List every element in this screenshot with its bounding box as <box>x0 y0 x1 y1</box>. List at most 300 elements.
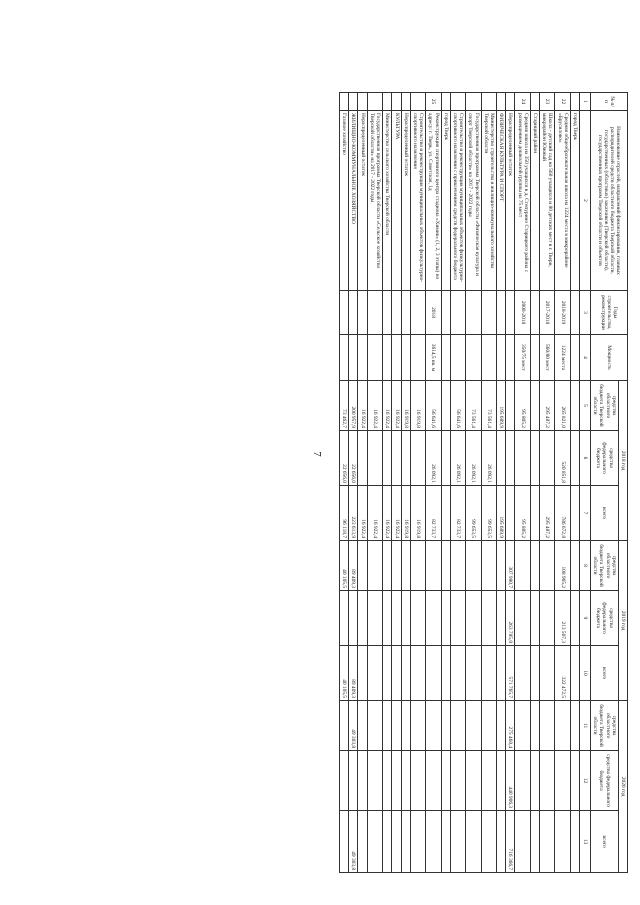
column-index-cell: 5 <box>579 381 590 431</box>
row-value <box>530 431 539 486</box>
row-value <box>340 591 349 646</box>
header-2018-regional: средства областного бюджета Тверской области <box>590 381 618 431</box>
column-index-cell: 10 <box>579 646 590 701</box>
row-value <box>367 541 382 591</box>
row-value <box>367 701 382 751</box>
column-index-cell: 6 <box>579 431 590 486</box>
row-value: 295 487,2 <box>539 381 554 431</box>
table-row <box>349 93 358 873</box>
column-index-cell: 3 <box>579 291 590 335</box>
row-name: город Тверь <box>441 111 450 291</box>
row-value <box>401 811 410 873</box>
row-value <box>358 591 367 646</box>
row-value <box>515 591 530 646</box>
row-value <box>441 541 450 591</box>
row-number <box>530 93 539 111</box>
row-capacity <box>506 335 515 381</box>
row-value <box>410 751 425 811</box>
row-value: 89 409,3 <box>349 541 358 591</box>
row-value <box>367 431 382 486</box>
header-name: Наименование отраслей, направлений финансирования, главных распорядителей средств областного бюджета Тверской области, государственных (областных) заказчиков (Тверской области), государственных программ Тверской области и объектов <box>590 111 627 291</box>
row-value <box>530 541 539 591</box>
row-years: 2017-2018 <box>539 291 554 335</box>
row-value <box>450 591 465 646</box>
row-value <box>555 751 570 811</box>
row-value <box>392 811 401 873</box>
row-value <box>570 591 579 646</box>
row-value <box>401 751 410 811</box>
row-value: 295 487,2 <box>539 486 554 541</box>
row-value <box>410 431 425 486</box>
row-value <box>481 701 496 751</box>
row-value: 73 561,4 <box>466 381 481 431</box>
row-value <box>515 541 530 591</box>
row-value <box>358 811 367 873</box>
row-name: Министерство сельского хозяйства Тверской области <box>383 111 392 291</box>
row-number <box>496 93 505 111</box>
row-name: Строительство и реконструкция муниципальных объектов физкультурно-спортивного назначения <box>410 111 425 291</box>
row-value <box>530 646 539 701</box>
row-value <box>496 431 505 486</box>
table-row <box>450 93 465 873</box>
row-value <box>530 486 539 541</box>
row-value <box>340 701 349 751</box>
row-value <box>441 431 450 486</box>
row-value: 16 922,4 <box>358 381 367 431</box>
row-years <box>530 291 539 335</box>
row-value <box>530 701 539 751</box>
row-capacity <box>383 335 392 381</box>
row-value <box>496 701 505 751</box>
table-row <box>530 93 539 873</box>
row-value <box>358 541 367 591</box>
row-value <box>570 486 579 541</box>
row-number <box>349 93 358 111</box>
row-value: 82 733,7 <box>426 486 441 541</box>
row-value: 95 805,2 <box>515 381 530 431</box>
row-value: 89 409,3 <box>349 646 358 701</box>
row-value <box>383 431 392 486</box>
row-capacity: 3614,5 кв. м <box>426 335 441 381</box>
row-value <box>530 381 539 431</box>
row-value <box>515 431 530 486</box>
row-value <box>539 646 554 701</box>
header-2019-total: всего <box>590 646 618 701</box>
row-name: Газовое хозяйство <box>340 111 349 291</box>
row-value <box>383 811 392 873</box>
row-years <box>466 291 481 335</box>
row-value <box>358 751 367 811</box>
table-row <box>441 93 450 873</box>
header-2019-federal: средства федерального бюджета <box>590 591 618 646</box>
row-value: 16 922,4 <box>383 486 392 541</box>
header-2018-total: всего <box>590 486 618 541</box>
row-value <box>383 751 392 811</box>
column-index-cell: 8 <box>579 541 590 591</box>
row-value: 786 672,8 <box>555 486 570 541</box>
row-value <box>481 541 496 591</box>
row-value <box>401 701 410 751</box>
row-value <box>539 541 554 591</box>
row-value: 56 641,6 <box>426 381 441 431</box>
row-value: 16 919,8 <box>410 381 425 431</box>
table-row <box>481 93 496 873</box>
row-value <box>506 431 515 486</box>
row-value: 26 092,1 <box>481 431 496 486</box>
row-value: 40 105,5 <box>340 541 349 591</box>
table-row <box>392 93 401 873</box>
row-value: 22 656,0 <box>349 431 358 486</box>
row-number <box>392 93 401 111</box>
row-value <box>426 541 441 591</box>
table-row <box>555 93 570 873</box>
row-value <box>496 591 505 646</box>
row-capacity: 560/80 мест <box>539 335 554 381</box>
row-value: 26 092,1 <box>450 431 465 486</box>
row-value: 99 653,5 <box>481 486 496 541</box>
row-value <box>466 591 481 646</box>
page-number: 7 <box>310 451 323 457</box>
row-value <box>481 591 496 646</box>
row-name: Государственная программа Тверской области «Физическая культура и спорт Тверской области» на 2017 - 2022 годы <box>466 111 481 291</box>
row-years <box>340 291 349 335</box>
row-value <box>466 751 481 811</box>
row-value: 716 366,7 <box>506 811 515 873</box>
row-value <box>530 751 539 811</box>
row-value <box>515 751 530 811</box>
row-capacity <box>481 335 496 381</box>
header-2019-regional: средства областного бюджета Тверской области <box>590 541 618 591</box>
row-capacity <box>358 335 367 381</box>
row-value <box>358 646 367 701</box>
column-index-cell: 7 <box>579 486 590 541</box>
row-years <box>367 291 382 335</box>
row-value <box>367 646 382 701</box>
row-number <box>401 93 410 111</box>
row-value: 99 653,5 <box>466 486 481 541</box>
row-value <box>466 541 481 591</box>
row-years <box>506 291 515 335</box>
row-name: Нераспределенный остаток <box>506 111 515 291</box>
row-value <box>367 811 382 873</box>
row-years <box>481 291 496 335</box>
row-years <box>441 291 450 335</box>
row-value <box>340 811 349 873</box>
column-index-row <box>579 93 590 873</box>
row-value <box>367 751 382 811</box>
row-value <box>530 591 539 646</box>
row-value <box>401 646 410 701</box>
row-name: Строительство и реконструкция муниципальных объектов физкультурно-спортивного назначения с привлечением средств федерального бюджета <box>450 111 465 291</box>
row-years <box>410 291 425 335</box>
header-2018: 2018 год <box>618 381 627 541</box>
row-value <box>570 701 579 751</box>
row-value: 73 561,4 <box>481 381 496 431</box>
row-value <box>570 381 579 431</box>
row-value <box>515 646 530 701</box>
row-name: Школа - детский сад на 560 учащихся и 80 детских мест в г. Твери, микрорайон Южный <box>539 111 554 291</box>
row-capacity <box>496 335 505 381</box>
row-value: 49 303,8 <box>349 701 358 751</box>
row-value <box>515 701 530 751</box>
header-2020-federal: средства федерального бюджета <box>590 751 618 811</box>
row-value: 440 906,3 <box>506 751 515 811</box>
row-value <box>410 646 425 701</box>
row-value <box>426 701 441 751</box>
row-years <box>401 291 410 335</box>
row-number <box>358 93 367 111</box>
row-name: Реконструкция спортивного центра стадиона «Химик» (1, 2, 3 этапы) по адресу: г. Тверь, ул. Советская, 1д <box>426 111 441 291</box>
row-value <box>496 541 505 591</box>
header-2020-regional: средства областного бюджета Тверской области <box>590 701 618 751</box>
table-row <box>340 93 349 873</box>
row-value: 16 922,4 <box>392 486 401 541</box>
header-2018-federal: средства федерального бюджета <box>590 431 618 486</box>
row-value: 95 805,2 <box>515 486 530 541</box>
row-value <box>506 486 515 541</box>
row-value <box>410 541 425 591</box>
column-index-cell: 1 <box>579 93 590 111</box>
table-row <box>358 93 367 873</box>
row-value <box>392 541 401 591</box>
row-value <box>481 751 496 811</box>
row-value: 307 980,7 <box>506 541 515 591</box>
row-number <box>506 93 515 111</box>
row-value <box>570 431 579 486</box>
row-value <box>441 751 450 811</box>
row-number <box>340 93 349 111</box>
header-2019: 2019 год <box>618 541 627 701</box>
row-value: 16 922,4 <box>358 486 367 541</box>
row-value <box>481 646 496 701</box>
row-capacity <box>349 335 358 381</box>
row-value: 49 303,8 <box>349 811 358 873</box>
row-name: Старицкий район <box>530 111 539 291</box>
row-value: 73 462,7 <box>340 381 349 431</box>
row-value <box>515 811 530 873</box>
row-value <box>426 591 441 646</box>
row-value: 16 922,4 <box>367 486 382 541</box>
row-number <box>410 93 425 111</box>
row-name: Министерство строительства и жилищно-коммунального хозяйства Тверской области <box>481 111 496 291</box>
row-years <box>392 291 401 335</box>
row-value <box>383 646 392 701</box>
row-value <box>392 591 401 646</box>
row-name: Нераспределенный остаток <box>401 111 410 291</box>
row-value: 16 922,4 <box>367 381 382 431</box>
row-capacity <box>466 335 481 381</box>
row-value: 16 919,8 <box>401 381 410 431</box>
row-capacity <box>570 335 579 381</box>
row-number: 23 <box>539 93 554 111</box>
row-capacity: 1224 места <box>555 335 570 381</box>
row-value <box>358 701 367 751</box>
row-value: 520 851,8 <box>555 431 570 486</box>
header-capacity: Мощность <box>590 335 627 381</box>
row-value <box>358 431 367 486</box>
row-name: Средняя школа на 350 учащихся в д. Степурино Старицкого района с размещением дошкольной группы на 75 мест <box>515 111 530 291</box>
table-row <box>506 93 515 873</box>
row-value <box>392 701 401 751</box>
row-value <box>426 646 441 701</box>
row-years: 2018 <box>426 291 441 335</box>
row-value: 265 821,0 <box>555 381 570 431</box>
row-value <box>496 751 505 811</box>
row-value <box>539 811 554 873</box>
row-value <box>570 811 579 873</box>
row-value <box>441 486 450 541</box>
investment-table <box>339 92 628 873</box>
row-value: 200 957,9 <box>349 381 358 431</box>
row-value: 223 613,9 <box>349 486 358 541</box>
row-number <box>481 93 496 111</box>
row-capacity <box>450 335 465 381</box>
row-years <box>383 291 392 335</box>
row-value <box>410 591 425 646</box>
row-value <box>530 811 539 873</box>
row-value: 322 472,5 <box>555 646 570 701</box>
row-value: 26 092,1 <box>426 431 441 486</box>
row-name: КУЛЬТУРА <box>392 111 401 291</box>
row-capacity <box>340 335 349 381</box>
row-years <box>358 291 367 335</box>
row-capacity: 350/75 мест <box>515 335 530 381</box>
row-years <box>349 291 358 335</box>
row-value <box>481 811 496 873</box>
row-value <box>450 646 465 701</box>
table-row <box>539 93 554 873</box>
row-value: 195 689,9 <box>496 381 505 431</box>
table-row <box>367 93 382 873</box>
row-value <box>466 701 481 751</box>
row-value <box>570 751 579 811</box>
row-value <box>450 541 465 591</box>
table-row <box>410 93 425 873</box>
row-value <box>410 811 425 873</box>
row-value <box>441 381 450 431</box>
row-name: ФИЗИЧЕСКАЯ КУЛЬТУРА И СПОРТ <box>496 111 505 291</box>
row-value <box>349 591 358 646</box>
row-value <box>539 751 554 811</box>
row-value <box>349 751 358 811</box>
row-value: 16 922,4 <box>383 381 392 431</box>
row-value: 22 656,0 <box>340 431 349 486</box>
row-name: Нераспределенный остаток <box>358 111 367 291</box>
table-row <box>496 93 505 873</box>
row-capacity <box>367 335 382 381</box>
row-value <box>506 381 515 431</box>
table-row <box>401 93 410 873</box>
row-value <box>450 751 465 811</box>
column-index-cell: 2 <box>579 111 590 291</box>
row-value: 40 105,5 <box>340 646 349 701</box>
header-2020-total: всего <box>590 811 618 873</box>
row-value <box>555 811 570 873</box>
row-capacity <box>441 335 450 381</box>
row-value <box>340 751 349 811</box>
row-value <box>466 646 481 701</box>
row-value <box>466 811 481 873</box>
table-body <box>340 93 580 873</box>
row-value: 26 092,1 <box>466 431 481 486</box>
row-name: город Тверь <box>570 111 579 291</box>
row-value <box>426 811 441 873</box>
row-number: 25 <box>426 93 441 111</box>
row-value <box>392 751 401 811</box>
row-value: 16 922,4 <box>392 381 401 431</box>
table-row <box>466 93 481 873</box>
row-number <box>450 93 465 111</box>
header-years: Годы строительства, реконструкции <box>590 291 627 335</box>
column-index-cell: 13 <box>579 811 590 873</box>
row-value <box>383 591 392 646</box>
row-years <box>570 291 579 335</box>
row-value: 275 460,4 <box>506 701 515 751</box>
row-value: 56 641,6 <box>450 381 465 431</box>
row-years: 2018-2019 <box>555 291 570 335</box>
row-capacity <box>410 335 425 381</box>
row-value <box>450 701 465 751</box>
row-value: 16 919,8 <box>401 486 410 541</box>
row-value <box>539 591 554 646</box>
header-2020: 2020 год <box>618 701 627 873</box>
row-value: 16 919,8 <box>410 486 425 541</box>
row-value <box>367 591 382 646</box>
row-value: 96 118,7 <box>340 486 349 541</box>
row-value <box>426 751 441 811</box>
row-value <box>410 701 425 751</box>
row-value <box>496 811 505 873</box>
row-value <box>539 431 554 486</box>
row-value <box>450 811 465 873</box>
row-value: 263 785,0 <box>506 591 515 646</box>
row-number: 24 <box>515 93 530 111</box>
row-value <box>555 701 570 751</box>
table-row <box>383 93 392 873</box>
row-value: 108 965,2 <box>555 541 570 591</box>
row-value: 213 507,3 <box>555 591 570 646</box>
row-value <box>401 431 410 486</box>
row-capacity <box>401 335 410 381</box>
row-value: 82 733,7 <box>450 486 465 541</box>
header-row-years <box>618 93 627 873</box>
row-value <box>392 646 401 701</box>
row-value <box>441 591 450 646</box>
row-value <box>383 701 392 751</box>
row-years <box>496 291 505 335</box>
row-value <box>570 541 579 591</box>
row-value <box>401 541 410 591</box>
table-row <box>570 93 579 873</box>
row-value <box>441 811 450 873</box>
row-value <box>496 646 505 701</box>
column-index-cell: 12 <box>579 751 590 811</box>
row-value: 195 689,9 <box>496 486 505 541</box>
header-num: № п/п <box>590 93 627 111</box>
row-number <box>570 93 579 111</box>
row-value <box>392 431 401 486</box>
row-value <box>401 591 410 646</box>
row-value <box>441 701 450 751</box>
investment-table-sheet <box>58 92 628 872</box>
row-capacity <box>530 335 539 381</box>
row-number <box>441 93 450 111</box>
row-value <box>383 541 392 591</box>
row-value <box>539 701 554 751</box>
row-years: 2008-2018 <box>515 291 530 335</box>
row-years <box>450 291 465 335</box>
table-row <box>426 93 441 873</box>
